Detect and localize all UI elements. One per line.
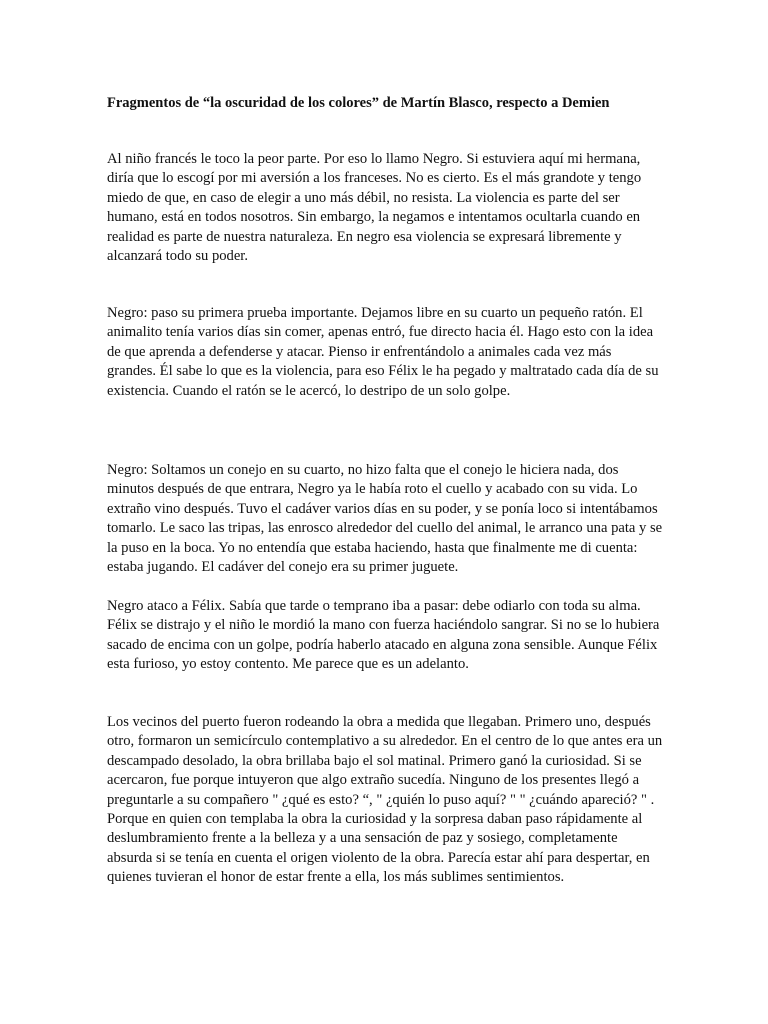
paragraph-5: Los vecinos del puerto fueron rodeando la obra a medida que llegaban. Primero uno, después otro, formaron un semicírculo contemplativo a su alrededor. En el centro de lo que antes era un descampado desolado, la obra brillaba bajo el sol matinal. Primero ganó la curiosidad. Si se acercaron, fue porque intuyeron que algo extraño sucedía. Ninguno de los presentes llegó a preguntarle a su compañero " ¿qué es esto? “, " ¿quién lo puso aquí? " " ¿cuándo apareció? " . Porque en quien con templaba la obra la curiosidad y la sorpresa daban paso rápidamente al deslumbramiento frente a la belleza y a una sensación de paz y sosiego, completamente absurda si se tenía en cuenta el origen violento de la obra. Parecía estar ahí para despertar, en quienes tuvieran el honor de estar frente a ella, los más sublimes sentimientos. <box>107 714 663 886</box>
paragraph-4: Negro ataco a Félix. Sabía que tarde o temprano iba a pasar: debe odiarlo con toda su alma. Félix se distrajo y el niño le mordió la mano con fuerza haciéndolo sangrar. Si no se lo hubiera sacado de encima con un golpe, podría haberlo atacado en alguna zona sensible. Aunque Félix esta furioso, yo estoy contento. Me parece que es un adelanto. <box>107 598 660 673</box>
document-title: Fragmentos de “la oscuridad de los colores” de Martín Blasco, respecto a Demien <box>107 95 610 111</box>
paragraph-2: Negro: paso su primera prueba importante. Dejamos libre en su cuarto un pequeño ratón. El animalito tenía varios días sin comer, apenas entró, fue directo hacia él. Hago esto con la idea de que aprenda a defenderse y atacar. Pienso ir enfrentándolo a animales cada vez más grandes. Él sabe lo que es la violencia, para eso Félix le ha pegado y maltratado cada día de su existencia. Cuando el ratón se le acercó, lo destripo de un solo golpe. <box>107 305 659 399</box>
paragraph-3: Negro: Soltamos un conejo en su cuarto, no hizo falta que el conejo le hiciera nada, dos minutos después de que entrara, Negro ya le había roto el cuello y acabado con su vida. Lo extraño vino después. Tuvo el cadáver varios días en su poder, y se ponía loco si intentábamos tomarlo. Le saco las tripas, las enrosco alrededor del cuello del animal, le arranco una pata y se la puso en la boca. Yo no entendía que estaba haciendo, hasta que finalmente me di cuenta: estaba jugando. El cadáver del conejo era su primer juguete. <box>107 462 663 576</box>
paragraph-1: Al niño francés le toco la peor parte. Por eso lo llamo Negro. Si estuviera aquí mi hermana, diría que lo escogí por mi aversión a los franceses. No es cierto. Es el más grandote y tengo miedo de que, en caso de elegir a uno más débil, no resista. La violencia es parte del ser humano, está en todos nosotros. Sin embargo, la negamos e intentamos ocultarla cuando en realidad es parte de nuestra naturaleza. En negro esa violencia se expresará libremente y alcanzará todo su poder. <box>107 151 642 265</box>
